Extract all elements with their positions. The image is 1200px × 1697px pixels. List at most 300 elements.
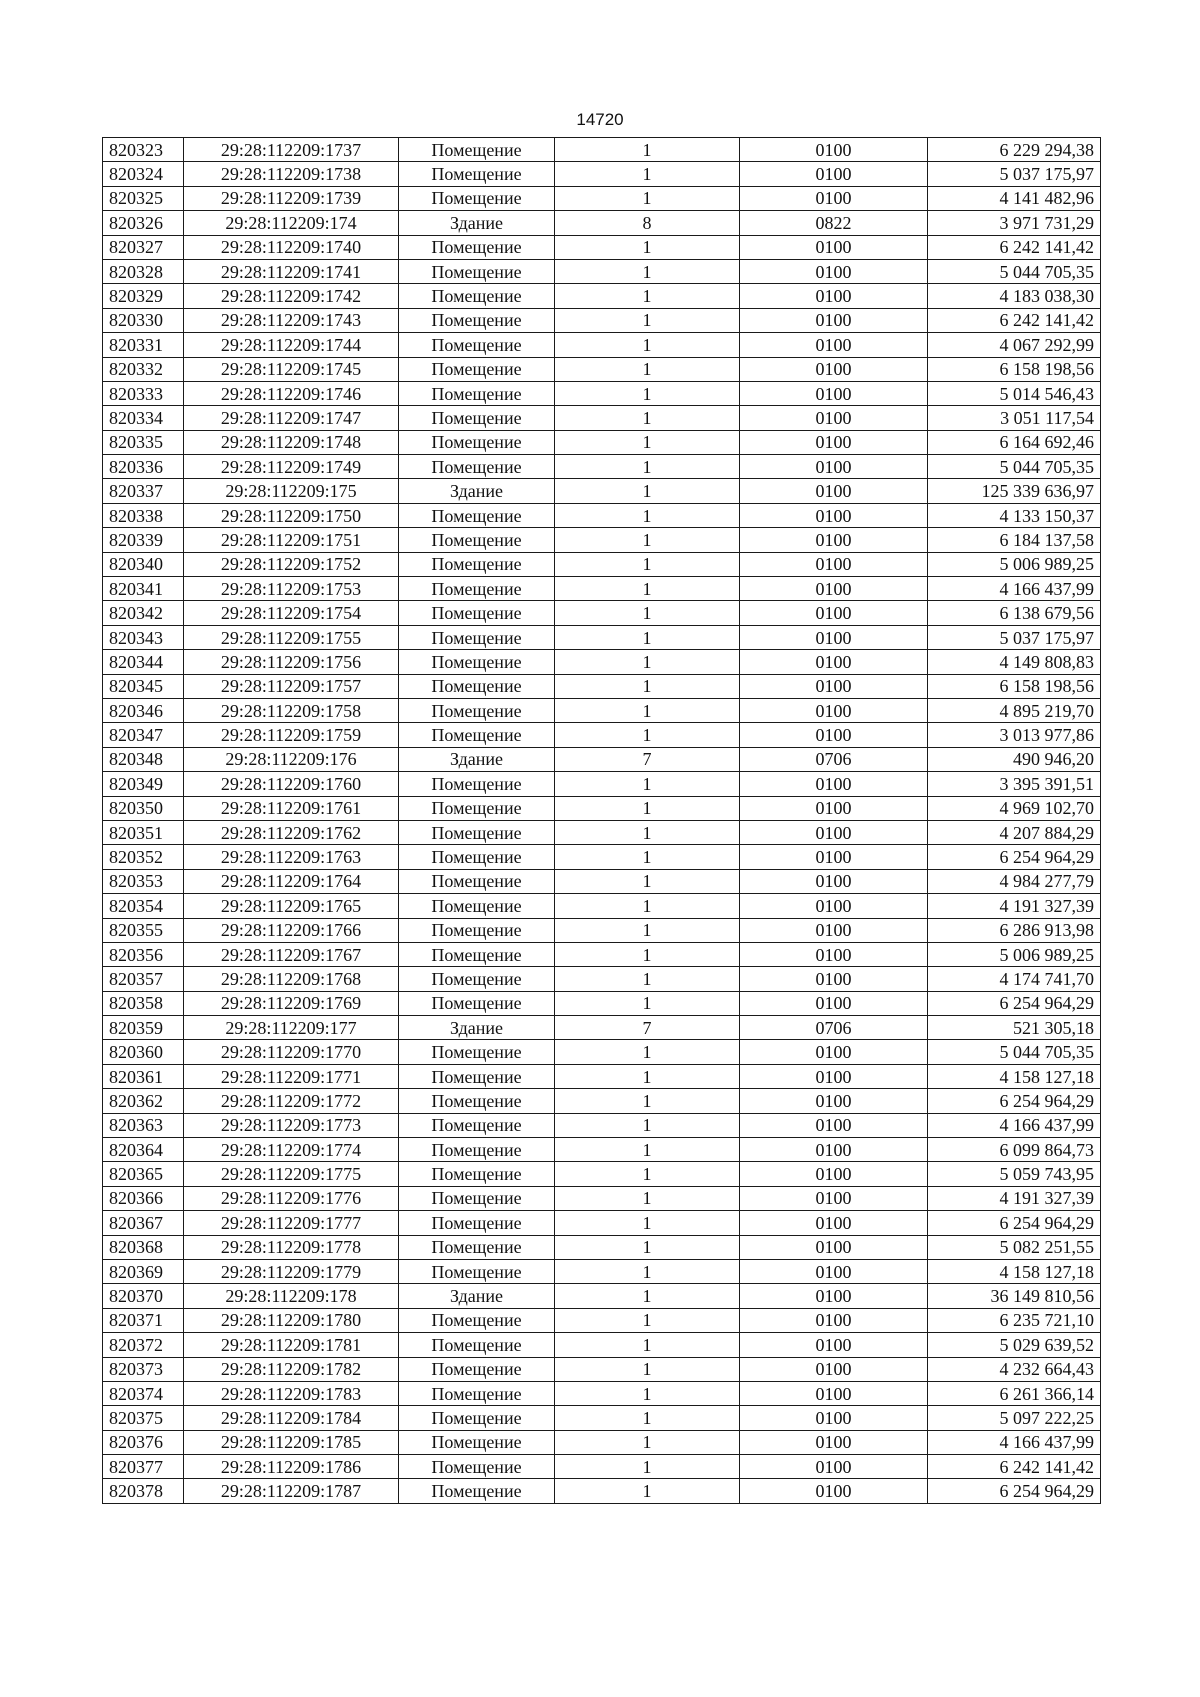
- object-type-cell: Помещение: [399, 1381, 555, 1405]
- row-number-cell: 820337: [103, 479, 184, 503]
- cadastral-number-cell: 29:28:112209:1781: [184, 1333, 399, 1357]
- row-number-cell: 820344: [103, 650, 184, 674]
- code-cell: 0100: [740, 1040, 928, 1064]
- cadastral-value-cell: 3 971 731,29: [928, 211, 1101, 235]
- cadastral-value-cell: 4 149 808,83: [928, 650, 1101, 674]
- cadastral-number-cell: 29:28:112209:1774: [184, 1138, 399, 1162]
- code-cell: 0100: [740, 820, 928, 844]
- table-row: [103, 406, 1101, 430]
- cadastral-number-cell: 29:28:112209:1766: [184, 918, 399, 942]
- table-row: [103, 991, 1101, 1015]
- table-row: [103, 259, 1101, 283]
- group-cell: 1: [555, 772, 740, 796]
- cadastral-number-cell: 29:28:112209:175: [184, 479, 399, 503]
- cadastral-value-cell: 4 166 437,99: [928, 1430, 1101, 1454]
- cadastral-value-cell: 4 895 219,70: [928, 698, 1101, 722]
- code-cell: 0100: [740, 1113, 928, 1137]
- code-cell: 0100: [740, 1455, 928, 1479]
- object-type-cell: Помещение: [399, 723, 555, 747]
- code-cell: 0706: [740, 1016, 928, 1040]
- cadastral-number-cell: 29:28:112209:1749: [184, 455, 399, 479]
- group-cell: 1: [555, 918, 740, 942]
- table-row: [103, 186, 1101, 210]
- row-number-cell: 820351: [103, 820, 184, 844]
- row-number-cell: 820370: [103, 1284, 184, 1308]
- cadastral-value-cell: 4 067 292,99: [928, 333, 1101, 357]
- cadastral-number-cell: 29:28:112209:1777: [184, 1211, 399, 1235]
- cadastral-number-cell: 29:28:112209:1762: [184, 820, 399, 844]
- object-type-cell: Помещение: [399, 1455, 555, 1479]
- group-cell: 1: [555, 1284, 740, 1308]
- cadastral-number-cell: 29:28:112209:1746: [184, 381, 399, 405]
- table-row: [103, 577, 1101, 601]
- group-cell: 7: [555, 747, 740, 771]
- group-cell: 1: [555, 430, 740, 454]
- object-type-cell: Помещение: [399, 455, 555, 479]
- row-number-cell: 820364: [103, 1138, 184, 1162]
- group-cell: 1: [555, 1162, 740, 1186]
- table-row: [103, 967, 1101, 991]
- table-row: [103, 1064, 1101, 1088]
- cadastral-value-cell: 4 174 741,70: [928, 967, 1101, 991]
- group-cell: 1: [555, 1455, 740, 1479]
- group-cell: 1: [555, 1430, 740, 1454]
- cadastral-value-cell: 6 261 366,14: [928, 1381, 1101, 1405]
- object-type-cell: Помещение: [399, 1333, 555, 1357]
- code-cell: 0822: [740, 211, 928, 235]
- code-cell: 0100: [740, 967, 928, 991]
- code-cell: 0100: [740, 1357, 928, 1381]
- cadastral-value-cell: 6 242 141,42: [928, 1455, 1101, 1479]
- code-cell: 0100: [740, 186, 928, 210]
- code-cell: 0100: [740, 528, 928, 552]
- cadastral-number-cell: 29:28:112209:176: [184, 747, 399, 771]
- code-cell: 0100: [740, 601, 928, 625]
- row-number-cell: 820327: [103, 235, 184, 259]
- cadastral-number-cell: 29:28:112209:1787: [184, 1479, 399, 1503]
- group-cell: 1: [555, 1259, 740, 1283]
- cadastral-value-cell: 5 006 989,25: [928, 552, 1101, 576]
- row-number-cell: 820372: [103, 1333, 184, 1357]
- row-number-cell: 820334: [103, 406, 184, 430]
- object-type-cell: Помещение: [399, 162, 555, 186]
- code-cell: 0100: [740, 1479, 928, 1503]
- object-type-cell: Помещение: [399, 552, 555, 576]
- table-row: [103, 333, 1101, 357]
- code-cell: 0100: [740, 1381, 928, 1405]
- cadastral-value-cell: 4 232 664,43: [928, 1357, 1101, 1381]
- table-row: [103, 1113, 1101, 1137]
- table-row: [103, 918, 1101, 942]
- table-row: [103, 1284, 1101, 1308]
- row-number-cell: 820348: [103, 747, 184, 771]
- group-cell: 1: [555, 723, 740, 747]
- cadastral-number-cell: 29:28:112209:1741: [184, 259, 399, 283]
- cadastral-value-cell: 4 166 437,99: [928, 1113, 1101, 1137]
- cadastral-value-cell: 6 099 864,73: [928, 1138, 1101, 1162]
- group-cell: 1: [555, 1138, 740, 1162]
- group-cell: 1: [555, 1064, 740, 1088]
- table-row: [103, 601, 1101, 625]
- table-row: [103, 869, 1101, 893]
- cadastral-value-cell: 4 191 327,39: [928, 1186, 1101, 1210]
- object-type-cell: Помещение: [399, 259, 555, 283]
- table-row: [103, 1381, 1101, 1405]
- cadastral-value-cell: 6 242 141,42: [928, 235, 1101, 259]
- code-cell: 0100: [740, 235, 928, 259]
- cadastral-value-cell: 5 059 743,95: [928, 1162, 1101, 1186]
- table-row: [103, 1357, 1101, 1381]
- code-cell: 0100: [740, 1333, 928, 1357]
- cadastral-value-cell: 6 158 198,56: [928, 674, 1101, 698]
- object-type-cell: Помещение: [399, 577, 555, 601]
- code-cell: 0100: [740, 333, 928, 357]
- registry-table-body: [103, 138, 1101, 1504]
- cadastral-value-cell: 4 984 277,79: [928, 869, 1101, 893]
- code-cell: 0100: [740, 1235, 928, 1259]
- row-number-cell: 820374: [103, 1381, 184, 1405]
- object-type-cell: Помещение: [399, 820, 555, 844]
- object-type-cell: Помещение: [399, 1089, 555, 1113]
- group-cell: 1: [555, 138, 740, 162]
- group-cell: 1: [555, 601, 740, 625]
- table-row: [103, 820, 1101, 844]
- row-number-cell: 820340: [103, 552, 184, 576]
- cadastral-number-cell: 29:28:112209:1773: [184, 1113, 399, 1137]
- row-number-cell: 820352: [103, 845, 184, 869]
- object-type-cell: Помещение: [399, 235, 555, 259]
- group-cell: 1: [555, 942, 740, 966]
- row-number-cell: 820355: [103, 918, 184, 942]
- row-number-cell: 820325: [103, 186, 184, 210]
- cadastral-value-cell: 4 969 102,70: [928, 796, 1101, 820]
- row-number-cell: 820376: [103, 1430, 184, 1454]
- table-row: [103, 1138, 1101, 1162]
- group-cell: 1: [555, 674, 740, 698]
- cadastral-number-cell: 29:28:112209:1770: [184, 1040, 399, 1064]
- object-type-cell: Помещение: [399, 333, 555, 357]
- code-cell: 0100: [740, 1430, 928, 1454]
- object-type-cell: Помещение: [399, 1406, 555, 1430]
- cadastral-value-cell: 6 286 913,98: [928, 918, 1101, 942]
- object-type-cell: Здание: [399, 747, 555, 771]
- row-number-cell: 820362: [103, 1089, 184, 1113]
- row-number-cell: 820357: [103, 967, 184, 991]
- object-type-cell: Помещение: [399, 796, 555, 820]
- code-cell: 0100: [740, 1089, 928, 1113]
- group-cell: 1: [555, 1381, 740, 1405]
- cadastral-number-cell: 29:28:112209:1752: [184, 552, 399, 576]
- cadastral-value-cell: 4 191 327,39: [928, 894, 1101, 918]
- code-cell: 0100: [740, 406, 928, 430]
- cadastral-number-cell: 29:28:112209:1779: [184, 1259, 399, 1283]
- group-cell: 1: [555, 528, 740, 552]
- object-type-cell: Помещение: [399, 1357, 555, 1381]
- cadastral-number-cell: 29:28:112209:1744: [184, 333, 399, 357]
- cadastral-value-cell: 521 305,18: [928, 1016, 1101, 1040]
- object-type-cell: Помещение: [399, 1259, 555, 1283]
- object-type-cell: Помещение: [399, 772, 555, 796]
- group-cell: 1: [555, 1235, 740, 1259]
- code-cell: 0100: [740, 942, 928, 966]
- code-cell: 0100: [740, 138, 928, 162]
- object-type-cell: Помещение: [399, 308, 555, 332]
- group-cell: 1: [555, 1211, 740, 1235]
- registry-table: [102, 137, 1101, 1504]
- code-cell: 0100: [740, 1211, 928, 1235]
- row-number-cell: 820338: [103, 503, 184, 527]
- table-row: [103, 1406, 1101, 1430]
- code-cell: 0100: [740, 796, 928, 820]
- row-number-cell: 820356: [103, 942, 184, 966]
- row-number-cell: 820359: [103, 1016, 184, 1040]
- cadastral-value-cell: 6 158 198,56: [928, 357, 1101, 381]
- code-cell: 0100: [740, 1064, 928, 1088]
- cadastral-value-cell: 5 037 175,97: [928, 625, 1101, 649]
- table-row: [103, 1040, 1101, 1064]
- group-cell: 1: [555, 381, 740, 405]
- table-row: [103, 942, 1101, 966]
- group-cell: 1: [555, 186, 740, 210]
- row-number-cell: 820368: [103, 1235, 184, 1259]
- cadastral-value-cell: 6 254 964,29: [928, 1479, 1101, 1503]
- object-type-cell: Помещение: [399, 650, 555, 674]
- cadastral-number-cell: 29:28:112209:1786: [184, 1455, 399, 1479]
- object-type-cell: Здание: [399, 479, 555, 503]
- table-row: [103, 747, 1101, 771]
- cadastral-number-cell: 29:28:112209:1758: [184, 698, 399, 722]
- group-cell: 1: [555, 894, 740, 918]
- code-cell: 0100: [740, 1162, 928, 1186]
- cadastral-value-cell: 4 141 482,96: [928, 186, 1101, 210]
- cadastral-number-cell: 29:28:112209:1747: [184, 406, 399, 430]
- cadastral-number-cell: 29:28:112209:1776: [184, 1186, 399, 1210]
- group-cell: 1: [555, 259, 740, 283]
- code-cell: 0100: [740, 479, 928, 503]
- cadastral-number-cell: 29:28:112209:1739: [184, 186, 399, 210]
- table-row: [103, 698, 1101, 722]
- cadastral-value-cell: 3 051 117,54: [928, 406, 1101, 430]
- row-number-cell: 820333: [103, 381, 184, 405]
- table-row: [103, 1186, 1101, 1210]
- object-type-cell: Помещение: [399, 430, 555, 454]
- group-cell: 1: [555, 1479, 740, 1503]
- group-cell: 8: [555, 211, 740, 235]
- cadastral-number-cell: 29:28:112209:1760: [184, 772, 399, 796]
- cadastral-number-cell: 29:28:112209:1780: [184, 1308, 399, 1332]
- table-row: [103, 528, 1101, 552]
- group-cell: 1: [555, 577, 740, 601]
- cadastral-value-cell: 36 149 810,56: [928, 1284, 1101, 1308]
- row-number-cell: 820326: [103, 211, 184, 235]
- group-cell: 1: [555, 1357, 740, 1381]
- cadastral-number-cell: 29:28:112209:1743: [184, 308, 399, 332]
- group-cell: 1: [555, 479, 740, 503]
- cadastral-number-cell: 29:28:112209:1759: [184, 723, 399, 747]
- cadastral-number-cell: 29:28:112209:1767: [184, 942, 399, 966]
- table-row: [103, 1430, 1101, 1454]
- row-number-cell: 820342: [103, 601, 184, 625]
- code-cell: 0100: [740, 698, 928, 722]
- row-number-cell: 820375: [103, 1406, 184, 1430]
- group-cell: 1: [555, 625, 740, 649]
- group-cell: 1: [555, 845, 740, 869]
- cadastral-value-cell: 4 207 884,29: [928, 820, 1101, 844]
- cadastral-value-cell: 125 339 636,97: [928, 479, 1101, 503]
- cadastral-value-cell: 6 138 679,56: [928, 601, 1101, 625]
- cadastral-value-cell: 5 082 251,55: [928, 1235, 1101, 1259]
- cadastral-number-cell: 29:28:112209:1769: [184, 991, 399, 1015]
- code-cell: 0100: [740, 991, 928, 1015]
- code-cell: 0100: [740, 674, 928, 698]
- object-type-cell: Помещение: [399, 1162, 555, 1186]
- object-type-cell: Помещение: [399, 698, 555, 722]
- cadastral-number-cell: 29:28:112209:1748: [184, 430, 399, 454]
- cadastral-number-cell: 29:28:112209:1756: [184, 650, 399, 674]
- table-row: [103, 455, 1101, 479]
- group-cell: 1: [555, 967, 740, 991]
- object-type-cell: Помещение: [399, 967, 555, 991]
- group-cell: 1: [555, 455, 740, 479]
- group-cell: 1: [555, 796, 740, 820]
- row-number-cell: 820350: [103, 796, 184, 820]
- code-cell: 0100: [740, 894, 928, 918]
- group-cell: 1: [555, 869, 740, 893]
- table-row: [103, 552, 1101, 576]
- cadastral-number-cell: 29:28:112209:1784: [184, 1406, 399, 1430]
- cadastral-value-cell: 5 044 705,35: [928, 259, 1101, 283]
- group-cell: 1: [555, 552, 740, 576]
- cadastral-value-cell: 6 235 721,10: [928, 1308, 1101, 1332]
- row-number-cell: 820361: [103, 1064, 184, 1088]
- row-number-cell: 820324: [103, 162, 184, 186]
- code-cell: 0100: [740, 650, 928, 674]
- object-type-cell: Помещение: [399, 1211, 555, 1235]
- row-number-cell: 820347: [103, 723, 184, 747]
- table-row: [103, 1455, 1101, 1479]
- object-type-cell: Помещение: [399, 1040, 555, 1064]
- object-type-cell: Помещение: [399, 625, 555, 649]
- row-number-cell: 820367: [103, 1211, 184, 1235]
- code-cell: 0100: [740, 162, 928, 186]
- code-cell: 0100: [740, 259, 928, 283]
- cadastral-number-cell: 29:28:112209:1783: [184, 1381, 399, 1405]
- code-cell: 0100: [740, 1259, 928, 1283]
- cadastral-number-cell: 29:28:112209:177: [184, 1016, 399, 1040]
- table-row: [103, 1235, 1101, 1259]
- object-type-cell: Помещение: [399, 1430, 555, 1454]
- row-number-cell: 820371: [103, 1308, 184, 1332]
- row-number-cell: 820358: [103, 991, 184, 1015]
- cadastral-number-cell: 29:28:112209:1771: [184, 1064, 399, 1088]
- table-row: [103, 1089, 1101, 1113]
- code-cell: 0100: [740, 357, 928, 381]
- cadastral-number-cell: 29:28:112209:1761: [184, 796, 399, 820]
- row-number-cell: 820349: [103, 772, 184, 796]
- cadastral-number-cell: 29:28:112209:1751: [184, 528, 399, 552]
- object-type-cell: Помещение: [399, 1479, 555, 1503]
- object-type-cell: Здание: [399, 1284, 555, 1308]
- object-type-cell: Помещение: [399, 1064, 555, 1088]
- object-type-cell: Помещение: [399, 918, 555, 942]
- code-cell: 0100: [740, 577, 928, 601]
- table-row: [103, 357, 1101, 381]
- code-cell: 0100: [740, 772, 928, 796]
- cadastral-number-cell: 29:28:112209:1737: [184, 138, 399, 162]
- table-row: [103, 162, 1101, 186]
- cadastral-value-cell: 5 014 546,43: [928, 381, 1101, 405]
- table-row: [103, 1211, 1101, 1235]
- cadastral-number-cell: 29:28:112209:1740: [184, 235, 399, 259]
- object-type-cell: Помещение: [399, 1308, 555, 1332]
- row-number-cell: 820353: [103, 869, 184, 893]
- cadastral-value-cell: 4 158 127,18: [928, 1064, 1101, 1088]
- table-row: [103, 308, 1101, 332]
- object-type-cell: Помещение: [399, 528, 555, 552]
- cadastral-value-cell: 4 158 127,18: [928, 1259, 1101, 1283]
- group-cell: 1: [555, 991, 740, 1015]
- group-cell: 1: [555, 1406, 740, 1430]
- object-type-cell: Помещение: [399, 601, 555, 625]
- row-number-cell: 820366: [103, 1186, 184, 1210]
- row-number-cell: 820323: [103, 138, 184, 162]
- cadastral-number-cell: 29:28:112209:1745: [184, 357, 399, 381]
- cadastral-number-cell: 29:28:112209:178: [184, 1284, 399, 1308]
- table-row: [103, 479, 1101, 503]
- object-type-cell: Помещение: [399, 894, 555, 918]
- cadastral-number-cell: 29:28:112209:1778: [184, 1235, 399, 1259]
- row-number-cell: 820332: [103, 357, 184, 381]
- cadastral-number-cell: 29:28:112209:1772: [184, 1089, 399, 1113]
- row-number-cell: 820377: [103, 1455, 184, 1479]
- table-row: [103, 1259, 1101, 1283]
- code-cell: 0100: [740, 1138, 928, 1162]
- row-number-cell: 820373: [103, 1357, 184, 1381]
- table-row: [103, 845, 1101, 869]
- object-type-cell: Помещение: [399, 503, 555, 527]
- code-cell: 0100: [740, 1406, 928, 1430]
- code-cell: 0100: [740, 1308, 928, 1332]
- row-number-cell: 820339: [103, 528, 184, 552]
- cadastral-number-cell: 29:28:112209:1742: [184, 284, 399, 308]
- row-number-cell: 820345: [103, 674, 184, 698]
- table-row: [103, 235, 1101, 259]
- table-row: [103, 772, 1101, 796]
- cadastral-number-cell: 29:28:112209:1738: [184, 162, 399, 186]
- cadastral-value-cell: 6 254 964,29: [928, 991, 1101, 1015]
- group-cell: 1: [555, 1089, 740, 1113]
- group-cell: 1: [555, 1040, 740, 1064]
- cadastral-value-cell: 6 254 964,29: [928, 845, 1101, 869]
- cadastral-value-cell: 5 029 639,52: [928, 1333, 1101, 1357]
- table-row: [103, 723, 1101, 747]
- cadastral-value-cell: 6 229 294,38: [928, 138, 1101, 162]
- table-row: [103, 796, 1101, 820]
- group-cell: 1: [555, 357, 740, 381]
- row-number-cell: 820328: [103, 259, 184, 283]
- cadastral-value-cell: 6 242 141,42: [928, 308, 1101, 332]
- group-cell: 1: [555, 235, 740, 259]
- object-type-cell: Помещение: [399, 138, 555, 162]
- object-type-cell: Помещение: [399, 869, 555, 893]
- cadastral-number-cell: 29:28:112209:1765: [184, 894, 399, 918]
- code-cell: 0100: [740, 625, 928, 649]
- group-cell: 1: [555, 820, 740, 844]
- cadastral-value-cell: 5 044 705,35: [928, 1040, 1101, 1064]
- object-type-cell: Помещение: [399, 991, 555, 1015]
- cadastral-number-cell: 29:28:112209:1755: [184, 625, 399, 649]
- object-type-cell: Помещение: [399, 1138, 555, 1162]
